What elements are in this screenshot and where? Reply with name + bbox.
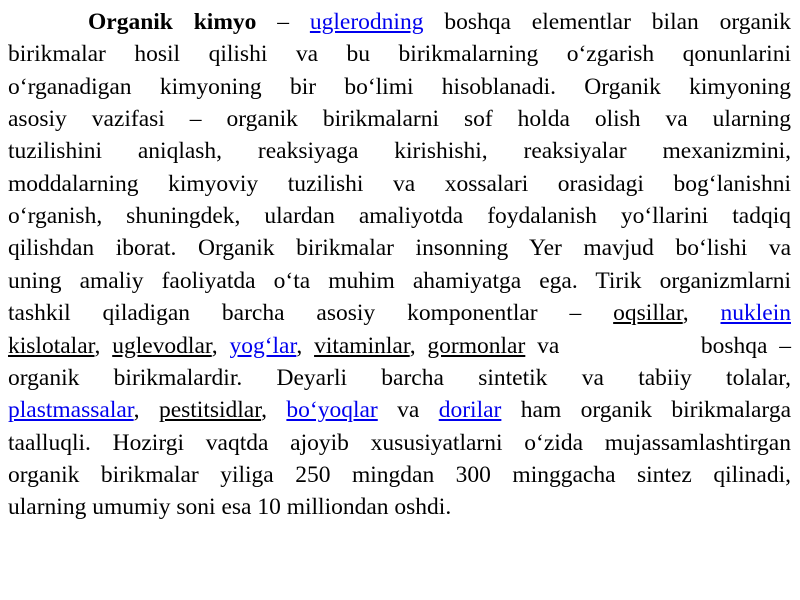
text-run: ularning umumiy soni esa 10 milliondan oshdi. xyxy=(8,494,452,521)
text-run: , xyxy=(296,332,315,359)
term-heading: Organik kimyo xyxy=(88,9,257,35)
text-run: qilishdan iborat. Organik birikmalar insonning Yer mavjud bo‘lishi va xyxy=(8,235,791,262)
text-run: , xyxy=(261,397,287,424)
hyperlink[interactable]: plastmassalar xyxy=(8,397,134,424)
text-run: – xyxy=(256,9,310,35)
hyperlink[interactable]: dorilar xyxy=(438,397,502,424)
underlined-term[interactable]: kislotalar xyxy=(8,332,95,359)
text-line xyxy=(8,38,791,70)
text-line xyxy=(8,265,791,297)
text-run: boshqa elementlar bilan organik xyxy=(423,9,791,35)
text-line xyxy=(8,71,791,103)
text-run: , xyxy=(133,397,159,424)
text-line xyxy=(8,330,791,362)
text-line xyxy=(8,297,791,329)
text-run: uning amaliy faoliyatda o‘ta muhim ahamiyatga ega. Tirik organizmlarni xyxy=(8,267,791,294)
text-run: organik birikmalar yiliga 250 mingdan 300 minggacha sintez qilinadi, xyxy=(8,461,791,488)
hyperlink[interactable]: yog‘lar xyxy=(229,332,297,359)
hyperlink[interactable]: nuklein xyxy=(720,300,791,327)
text-run: boshqa – xyxy=(689,332,792,359)
text-run: asosiy vazifasi – organik birikmalarni sof holda olish va ularning xyxy=(8,106,791,133)
underlined-term[interactable]: pestitsidlar xyxy=(158,397,262,424)
text-run: , xyxy=(94,332,113,359)
text-run: va xyxy=(377,397,439,424)
text-line xyxy=(8,168,791,200)
underlined-term[interactable]: oqsillar xyxy=(613,300,683,327)
text-line xyxy=(8,427,791,459)
text-run: tuzilishini aniqlash, reaksiyaga kirishishi, reaksiyalar mexanizmini, xyxy=(8,138,791,165)
text-line xyxy=(8,200,791,232)
text-run: , xyxy=(409,332,428,359)
text-line xyxy=(88,6,791,38)
underlined-term[interactable]: gormonlar xyxy=(427,332,526,359)
text-line xyxy=(8,459,791,491)
text-run: tashkil qiladigan barcha asosiy komponentlar – xyxy=(8,300,614,327)
text-run: moddalarning kimyoviy tuzilishi va xossalari orasidagi bog‘lanishni xyxy=(8,170,791,197)
text-run: o‘rganish, shuningdek, ulardan amaliyotda foydalanish yo‘llarini tadqiq xyxy=(8,203,791,230)
text-line xyxy=(8,491,791,523)
text-run: , xyxy=(211,332,230,359)
text-run: birikmalar hosil qilishi va bu birikmalarning o‘zgarish qonunlarini xyxy=(8,41,791,68)
underlined-term[interactable]: uglevodlar xyxy=(112,332,212,359)
text-run: ham organik birikmalarga xyxy=(501,397,791,424)
text-line xyxy=(8,103,791,135)
hyperlink[interactable]: uglerodning xyxy=(309,9,424,35)
text-line xyxy=(8,232,791,264)
text-run: organik birikmalardir. Deyarli barcha sintetik va tabiiy tolalar, xyxy=(8,364,791,391)
text-line xyxy=(8,394,791,426)
hyperlink[interactable]: bo‘yoqlar xyxy=(286,397,378,424)
text-line xyxy=(8,135,791,167)
text-run: , xyxy=(682,300,721,327)
text-line xyxy=(8,362,791,394)
text-run: va xyxy=(525,332,572,359)
text-run: o‘rganadigan kimyoning bir bo‘limi hisoblanadi. Organik kimyoning xyxy=(8,73,791,100)
text-run: taalluqli. Hozirgi vaqtda ajoyib xususiyatlarni o‘zida mujassamlashtirgan xyxy=(8,429,791,456)
underlined-term[interactable]: vitaminlar xyxy=(314,332,410,359)
